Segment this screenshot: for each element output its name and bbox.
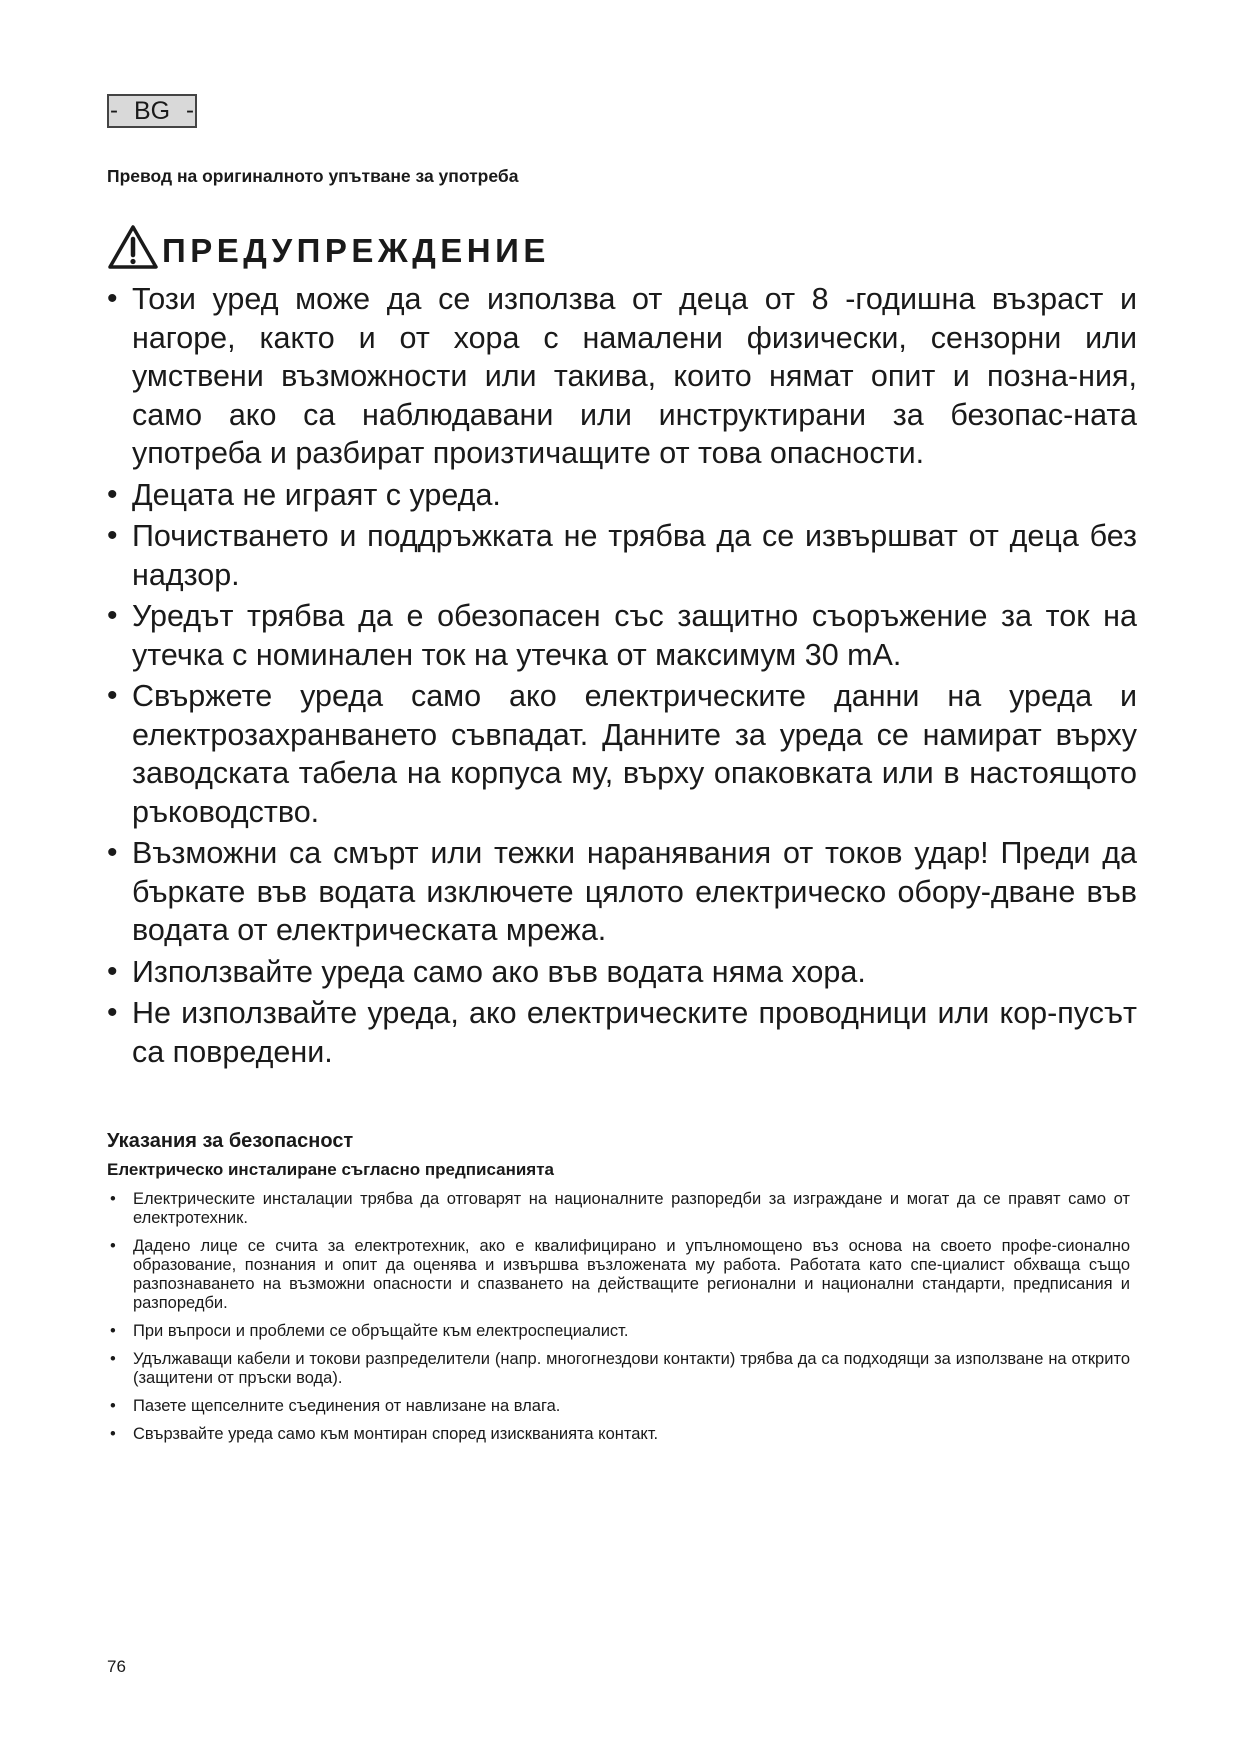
warning-title: ПРЕДУПРЕЖДЕНИЕ (162, 232, 550, 269)
language-tag-code: BG (133, 97, 171, 125)
safety-item: • Удължаващи кабели и токови разпределители (напр. многогнездови контакти) трябва да са подходящи за използване на открито (защитени от пръски вода). (107, 1350, 1130, 1388)
warning-item: • Уредът трябва да е обезопасен със защитно съоръжение за ток на утечка с номинален ток на утечка от максимум 30 mA. (107, 597, 1137, 674)
warning-item: • Свържете уреда само ако електрическите данни на уреда и електрозахранването съвпадат. Данните за уреда се намират върху заводската табела на корпуса му, върху опаковката или в настоящото ръководство. (107, 677, 1137, 831)
safety-item: • Електрическите инсталации трябва да отговарят на националните разпоредби за изграждане и могат да се правят само от електротехник. (107, 1190, 1130, 1228)
warning-item: • Възможни са смърт или тежки наранявания от токов удар! Преди да бъркате във водата изключете цялото електрическо обору-дване във водата от електрическата мрежа. (107, 834, 1137, 950)
warning-item: • Не използвайте уреда, ако електрическите проводници или кор-пусът са повредени. (107, 994, 1137, 1071)
language-tag-dash-left: - (110, 97, 118, 124)
safety-list (107, 1190, 1130, 1453)
warning-item: • Децата не играят с уреда. (107, 476, 1137, 515)
safety-item: • Дадено лице се счита за електротехник, ако е квалифицирано и упълномощено въз основа на своето профе-сионално образование, познания и опит да оценява и извършва възложената му работа. Работата като спе-циалист обхваща също разпознаването на възможни опасности и спазването на действащите регионални и национални стандарти, предписания и разпоредби. (107, 1237, 1130, 1313)
safety-item: • Свързвайте уреда само към монтиран според изискванията контакт. (107, 1425, 1130, 1444)
safety-heading: Указания за безопасност (107, 1130, 354, 1152)
warning-list (107, 280, 1137, 1074)
safety-item: • При въпроси и проблеми се обръщайте към електроспециалист. (107, 1322, 1130, 1341)
safety-subheading: Електрическо инсталиране съгласно предписанията (107, 1160, 554, 1179)
warning-item: • Почистването и поддръжката не трябва да се извършват от деца без надзор. (107, 517, 1137, 594)
warning-item: • Този уред може да се използва от деца от 8 -годишна възраст и нагоре, както и от хора с намалени физически, сензорни или умствени възможности или такива, които нямат опит и позна-ния, само ако са наблюдавани или инструктирани за безопас-ната употреба и разбират произтичащите от това опасности. (107, 280, 1137, 473)
page-number: 76 (107, 1657, 126, 1676)
safety-item: • Пазете щепселните съединения от навлизане на влага. (107, 1397, 1130, 1416)
warning-item: • Използвайте уреда само ако във водата няма хора. (107, 953, 1137, 992)
warning-heading (107, 222, 550, 272)
translation-note: Превод на оригиналното упътване за употреба (107, 166, 519, 186)
language-tag-dash-right: - (186, 97, 194, 124)
warning-triangle-icon (107, 224, 159, 270)
language-tag (107, 94, 197, 128)
